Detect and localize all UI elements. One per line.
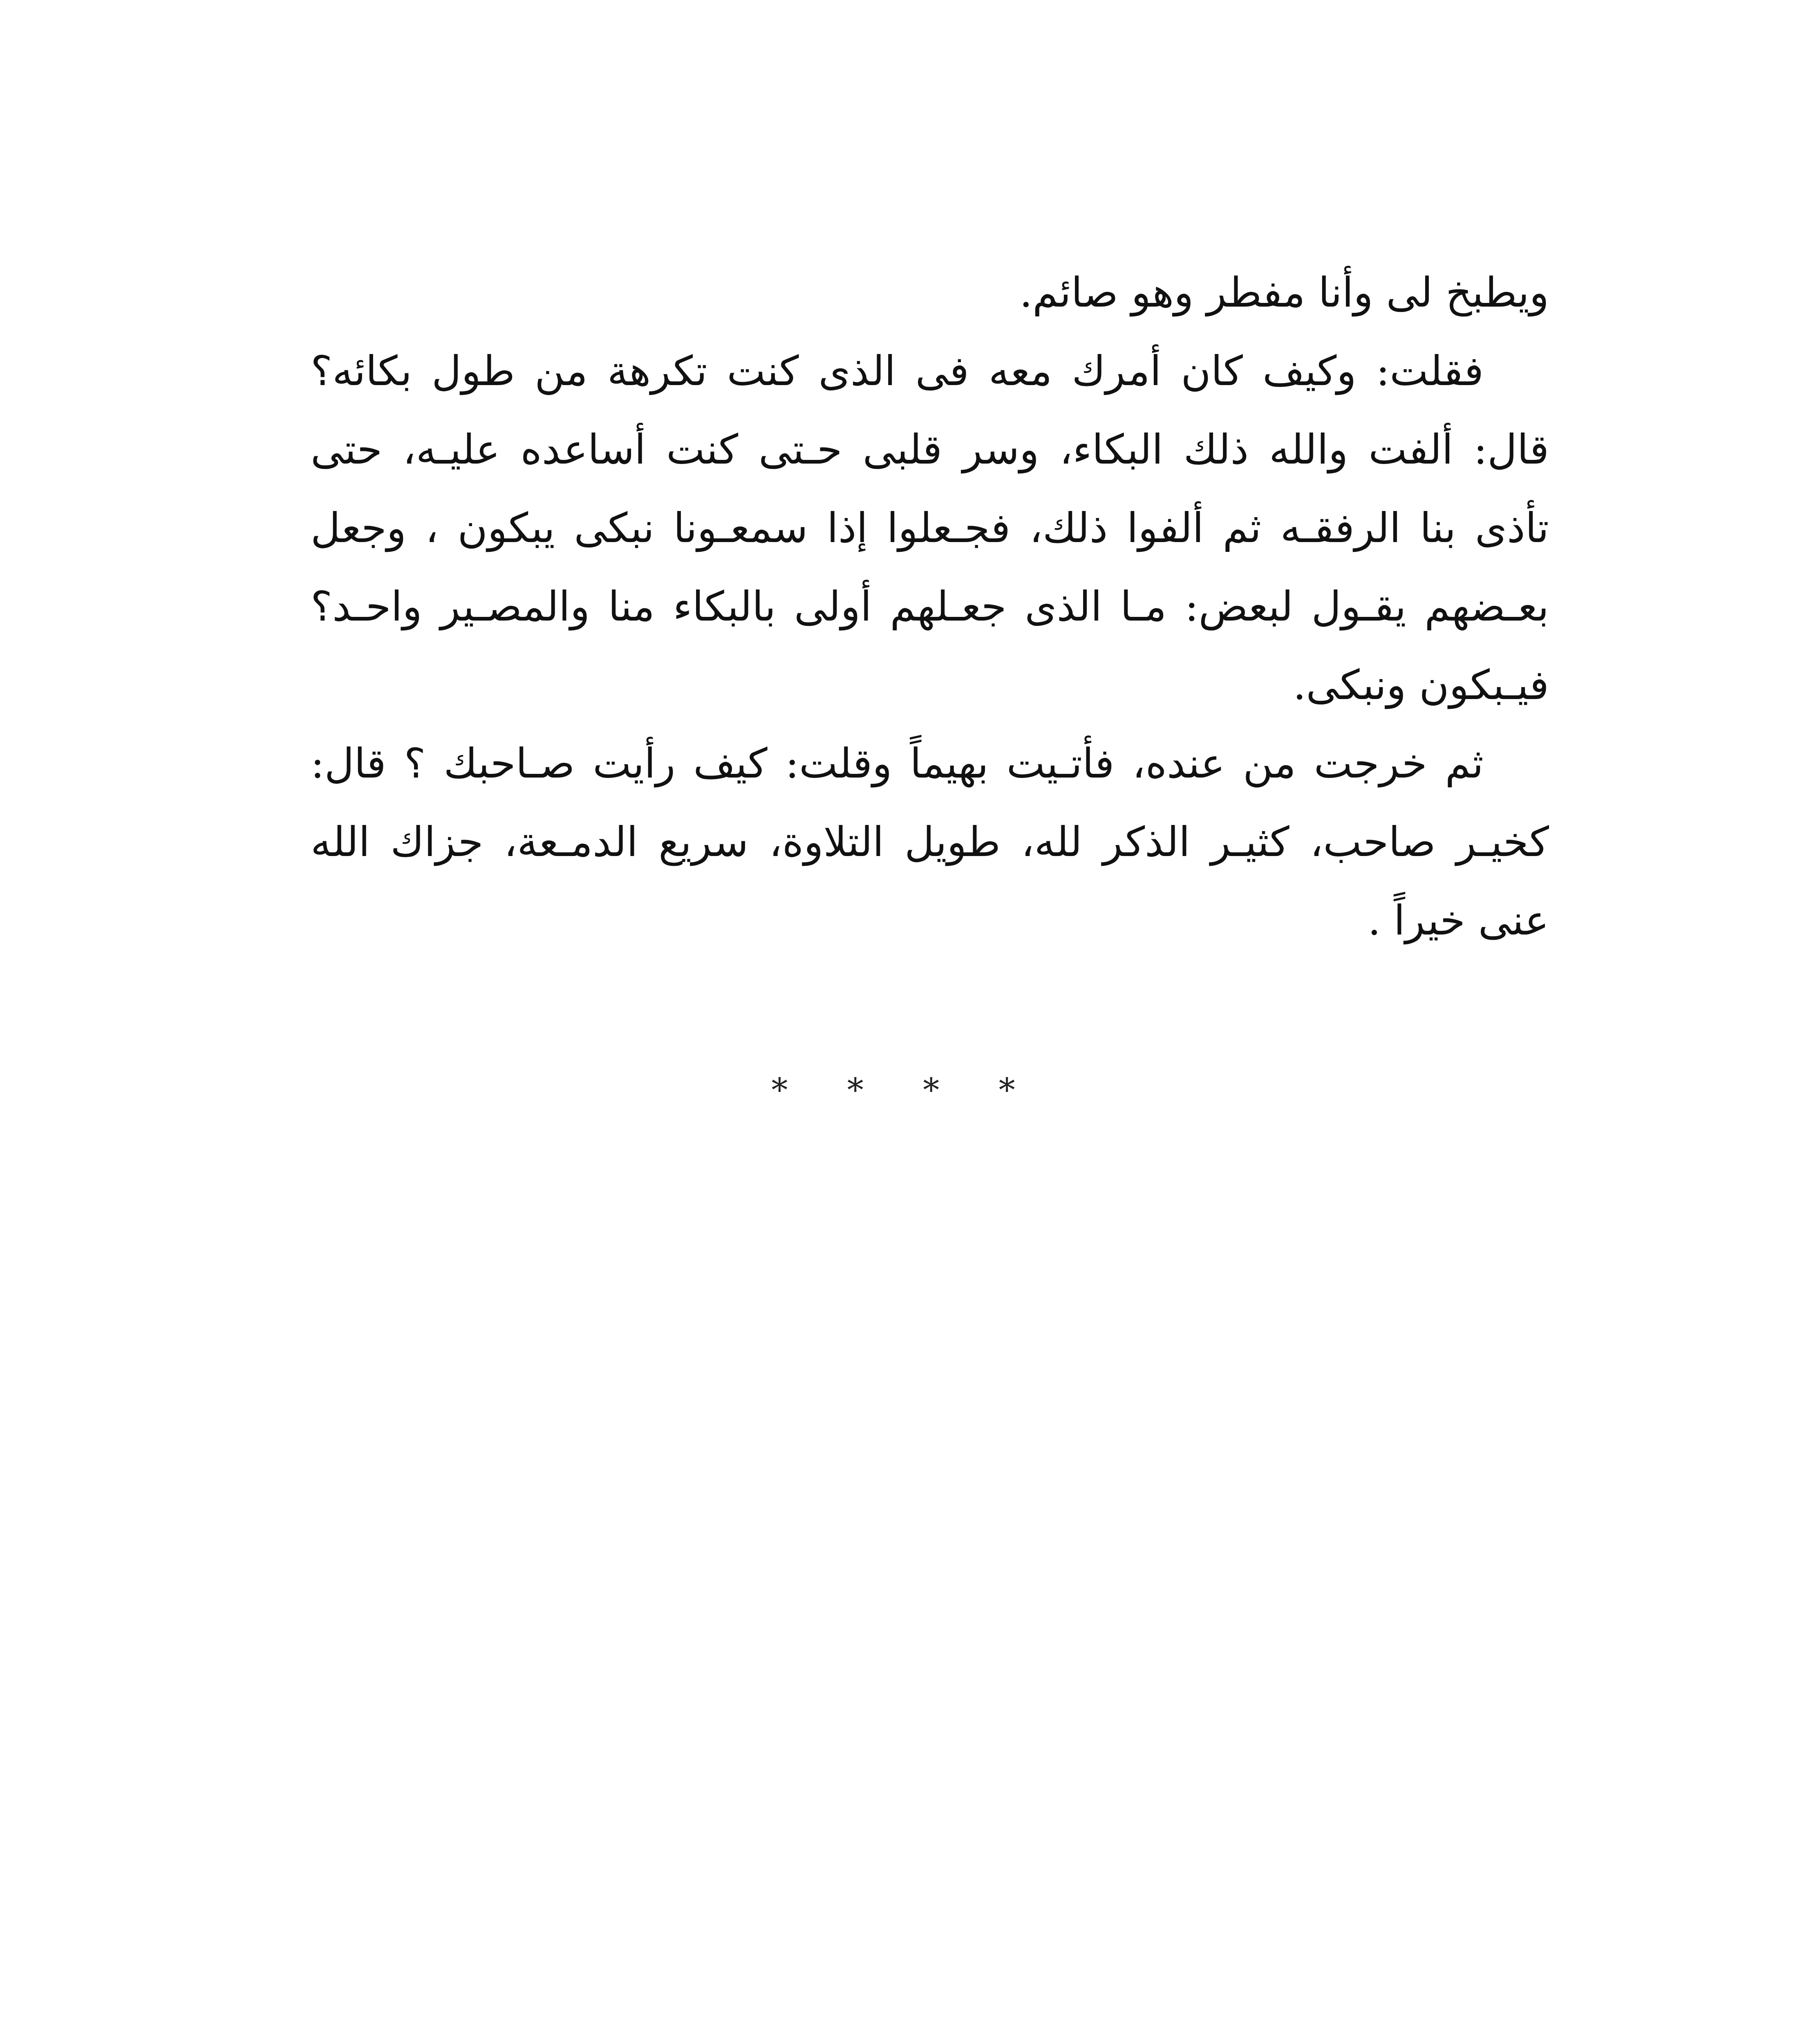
- paragraph-continuation: ويطبخ لى وأنا مفطر وهو صائم.: [1019, 269, 1549, 316]
- paragraph-dialogue: فقلت: وكيف كان أمرك معه فى الذى كنت تكرهة من طول بكائه؟ قال: ألفت والله ذلك البكاء، وسر قلبى حـتى كنت أساعده عليـه، حتى تأذى بنا الرفقـه ثم ألفوا ذلك، فجـعلوا إذا سمعـونا نبكى يبكون ، وجعل بعـضهم يقـول لبعض: مـا الذى جعـلهم أولى بالبكاء منا والمصـير واحـد؟ فيـبكون ونبكى.: [311, 347, 1549, 709]
- paragraph-closing: ثم خرجت من عنده، فأتـيت بهيماً وقلت: كيف رأيت صـاحبك ؟ قال: كخيـر صاحب، كثيـر الذكر لله، طويل التلاوة، سريع الدمـعة، جزاك الله عنى خيراً .: [311, 740, 1549, 944]
- section-separator: * * * *: [771, 1071, 1040, 1109]
- body-text: [311, 253, 1549, 960]
